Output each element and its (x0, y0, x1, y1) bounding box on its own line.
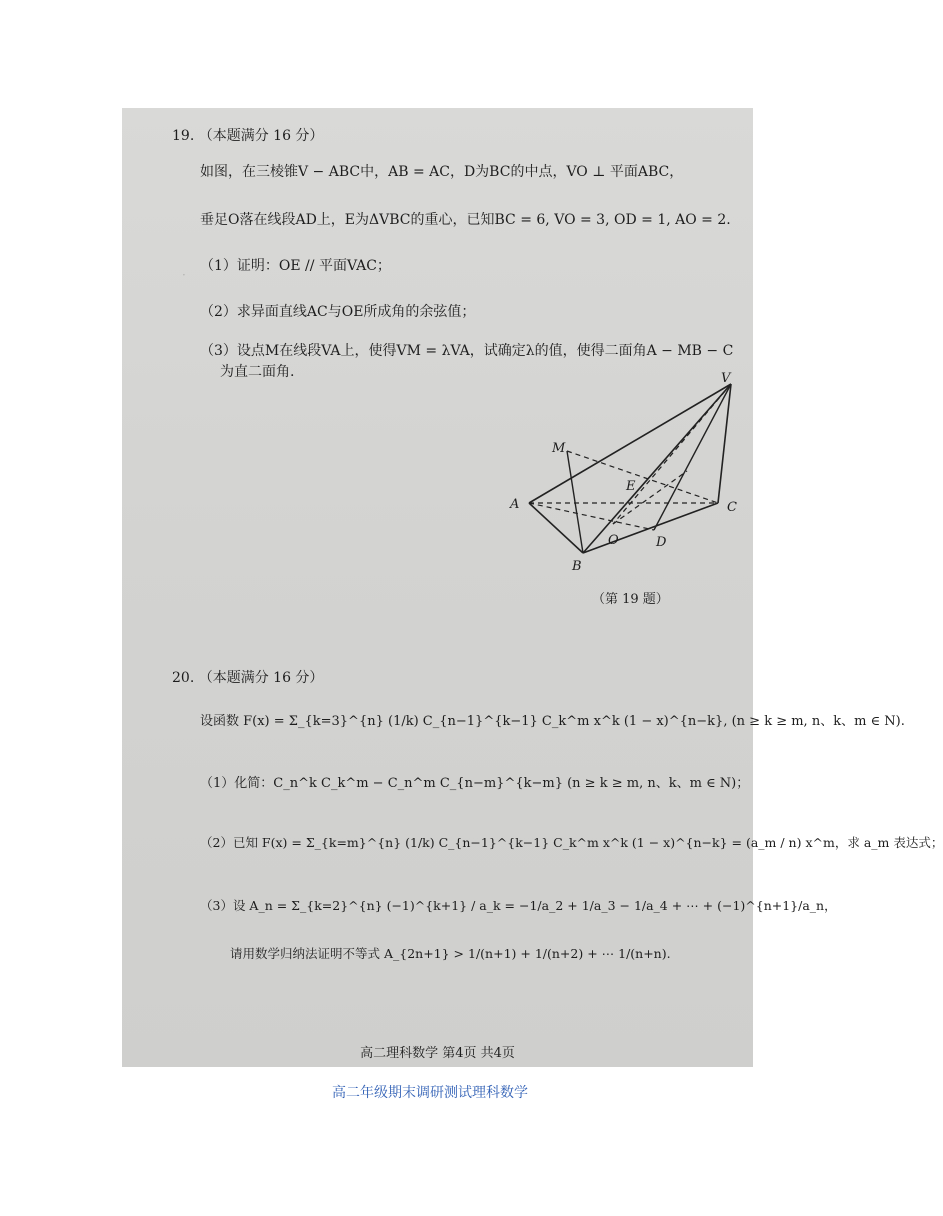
edge-VB (583, 384, 731, 553)
q19-figure-caption: （第 19 题） (592, 592, 669, 607)
q20-part1: （1）化简：C_n^k C_k^m − C_n^m C_{n−m}^{k−m} (n ≥ k ≥ m, n、k、m ∈ N)； (200, 776, 750, 791)
q19-part2: （2）求异面直线AC与OE所成角的余弦值； (200, 304, 476, 320)
pyramid-figure (502, 370, 742, 610)
segment-OE (613, 471, 687, 524)
label-O: O (608, 533, 619, 548)
exam-page-photo (122, 108, 943, 1067)
bleed-through-text: · (182, 268, 186, 282)
q20-points: （本题满分 16 分） (198, 670, 324, 686)
q19-part3a: （3）设点M在线段VA上，使得VM = λVA，试确定λ的值，使得二面角A − MB − C (200, 343, 734, 359)
q20-header (172, 670, 323, 688)
q20-number: 20. (172, 670, 195, 686)
label-V: V (721, 371, 731, 386)
edge-AB (529, 503, 583, 553)
q19-part3b: 为直二面角. (220, 364, 295, 380)
q20-definition: 设函数 F(x) = Σ_{k=3}^{n} (1/k) C_{n−1}^{k−1} C_k^m x^k (1 − x)^{n−k}, (n ≥ k ≥ m, n、k、m ∈ N). (200, 714, 905, 729)
q20-part3b: 请用数学归纳法证明不等式 A_{2n+1} > 1/(n+1) + 1/(n+2) + ⋯ 1/(n+n). (230, 946, 671, 961)
segment-AD (529, 503, 654, 530)
q19-line2: 垂足O落在线段AD上，E为ΔVBC的重心，已知BC = 6, VO = 3, OD = 1, AO = 2. (200, 212, 731, 228)
q20-part2: （2）已知 F(x) = Σ_{k=m}^{n} (1/k) C_{n−1}^{k−1} C_k^m x^k (1 − x)^{n−k} = (a_m / n) x^m，求 a_m 表达式； (200, 835, 943, 850)
label-A: A (510, 497, 520, 512)
q19-part1: （1）证明：OE // 平面VAC； (200, 258, 391, 274)
label-C: C (727, 500, 737, 515)
edge-VC (718, 384, 731, 503)
q19-points: （本题满分 16 分） (198, 128, 324, 144)
label-D: D (656, 535, 667, 550)
label-B: B (572, 559, 582, 574)
q19-header (172, 128, 323, 146)
label-E: E (626, 479, 636, 494)
edge-MB (567, 451, 583, 553)
q19-line1: 如图，在三棱锥V − ABC中，AB = AC，D为BC的中点，VO ⊥ 平面ABC， (200, 164, 684, 180)
label-M: M (552, 441, 566, 456)
segment-MC (567, 451, 718, 503)
q20-part3a: （3）设 A_n = Σ_{k=2}^{n} (−1)^{k+1} / a_k = −1/a_2 + 1/a_3 − 1/a_4 + ⋯ + (−1)^{n+1}/a_n， (200, 898, 837, 913)
q19-number: 19. (172, 128, 195, 144)
document-caption: 高二年级期末调研测试理科数学 (332, 1085, 528, 1101)
page-footer: 高二理科数学 第4页 共4页 (360, 1046, 515, 1061)
